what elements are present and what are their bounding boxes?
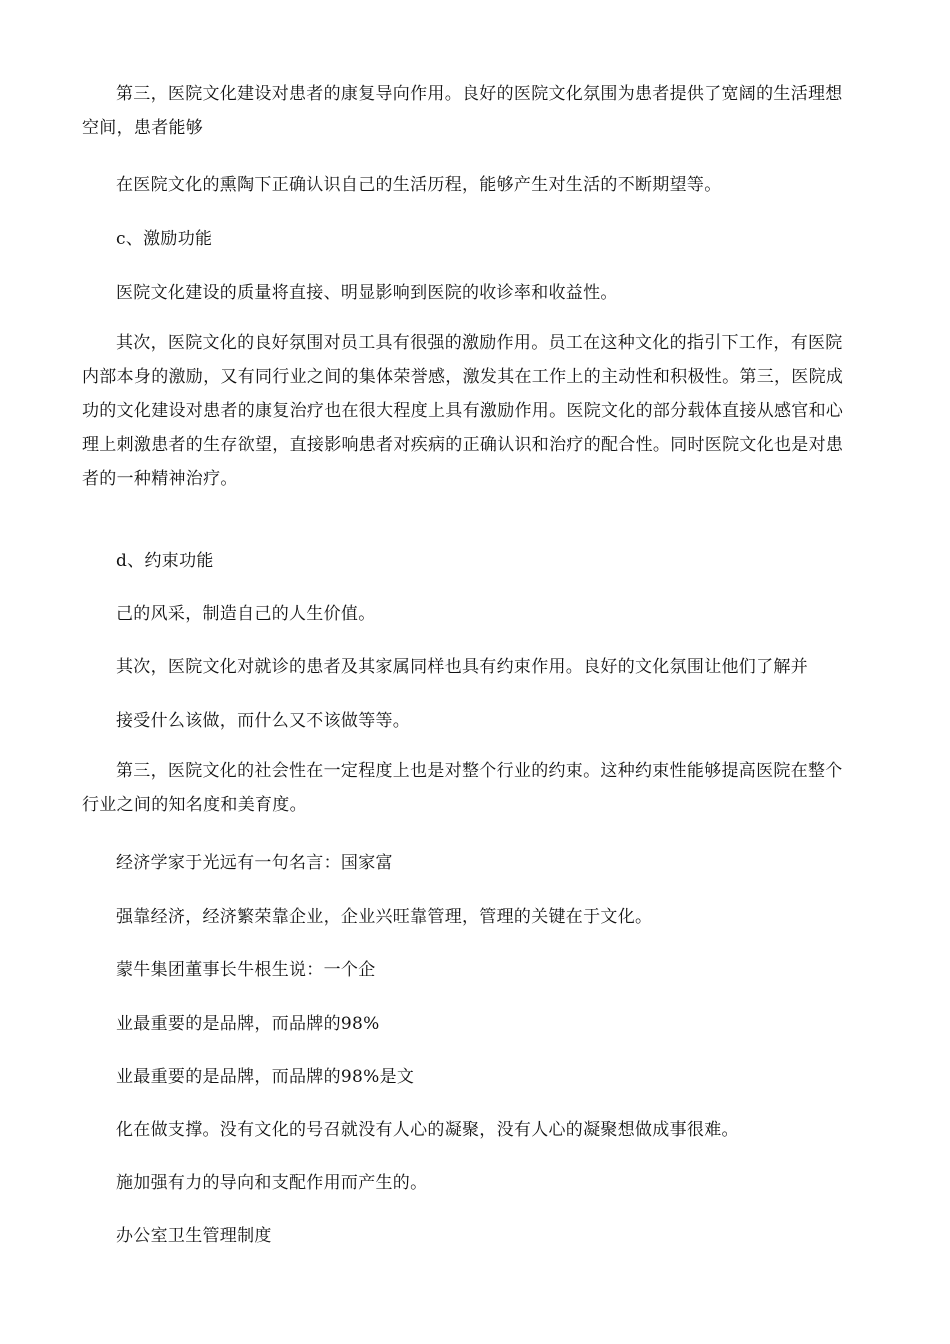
paragraph-guidance-effect: 施加强有力的导向和支配作用而产生的。 xyxy=(116,1173,428,1193)
paragraph-mengniu-quote: 蒙牛集团董事长牛根生说：一个企 xyxy=(116,960,376,980)
section-heading-incentive: c、激励功能 xyxy=(116,229,213,249)
paragraph-management-culture: 强靠经济，经济繁荣靠企业，企业兴旺靠管理，管理的关键在于文化。 xyxy=(116,907,653,927)
paragraph-what-to-do: 接受什么该做，而什么又不该做等等。 xyxy=(116,711,411,731)
paragraph-culture-support: 化在做支撑。没有文化的号召就没有人心的凝聚，没有人心的凝聚想做成事很难。 xyxy=(116,1120,739,1140)
paragraph-personal-value: 己的风采，制造自己的人生价值。 xyxy=(116,604,376,624)
paragraph-economist-quote: 经济学家于光远有一句名言：国家富 xyxy=(116,853,393,873)
paragraph-admission-rate: 医院文化建设的质量将直接、明显影响到医院的收诊率和收益性。 xyxy=(116,283,618,303)
paragraph-patient-constraint: 其次，医院文化对就诊的患者及其家属同样也具有约束作用。良好的文化氛围让他们了解并 xyxy=(116,657,808,677)
paragraph-life-expectation: 在医院文化的熏陶下正确认识自己的生活历程，能够产生对生活的不断期望等。 xyxy=(116,175,722,195)
paragraph-industry-constraint: 第三，医院文化的社会性在一定程度上也是对整个行业的约束。这种约束性能够提高医院在整个行业之间的知名度和美育度。 xyxy=(82,761,843,815)
paragraph-recovery-guidance: 第三，医院文化建设对患者的康复导向作用。良好的医院文化氛围为患者提供了宽阔的生活理想空间，患者能够 xyxy=(82,84,843,138)
paragraph-staff-incentive: 其次，医院文化的良好氛围对员工具有很强的激励作用。员工在这种文化的指引下工作，有医院内部本身的激励，又有同行业之间的集体荣誉感，激发其在工作上的主动性和积极性。第三，医院成功的文化建设对患者的康复治疗也在很大程度上具有激励作用。医院文化的部分载体直接从感官和心理上刺激患者的生存欲望，直接影响患者对疾病的正确认识和治疗的配合性。同时医院文化也是对患者的一种精神治疗。 xyxy=(82,333,844,489)
paragraph-office-hygiene: 办公室卫生管理制度 xyxy=(116,1226,272,1246)
section-heading-constraint: d、约束功能 xyxy=(116,551,214,571)
paragraph-brand-98-culture: 业最重要的是品牌，而品牌的98%是文 xyxy=(116,1067,415,1087)
paragraph-brand-98: 业最重要的是品牌，而品牌的98% xyxy=(116,1014,380,1034)
